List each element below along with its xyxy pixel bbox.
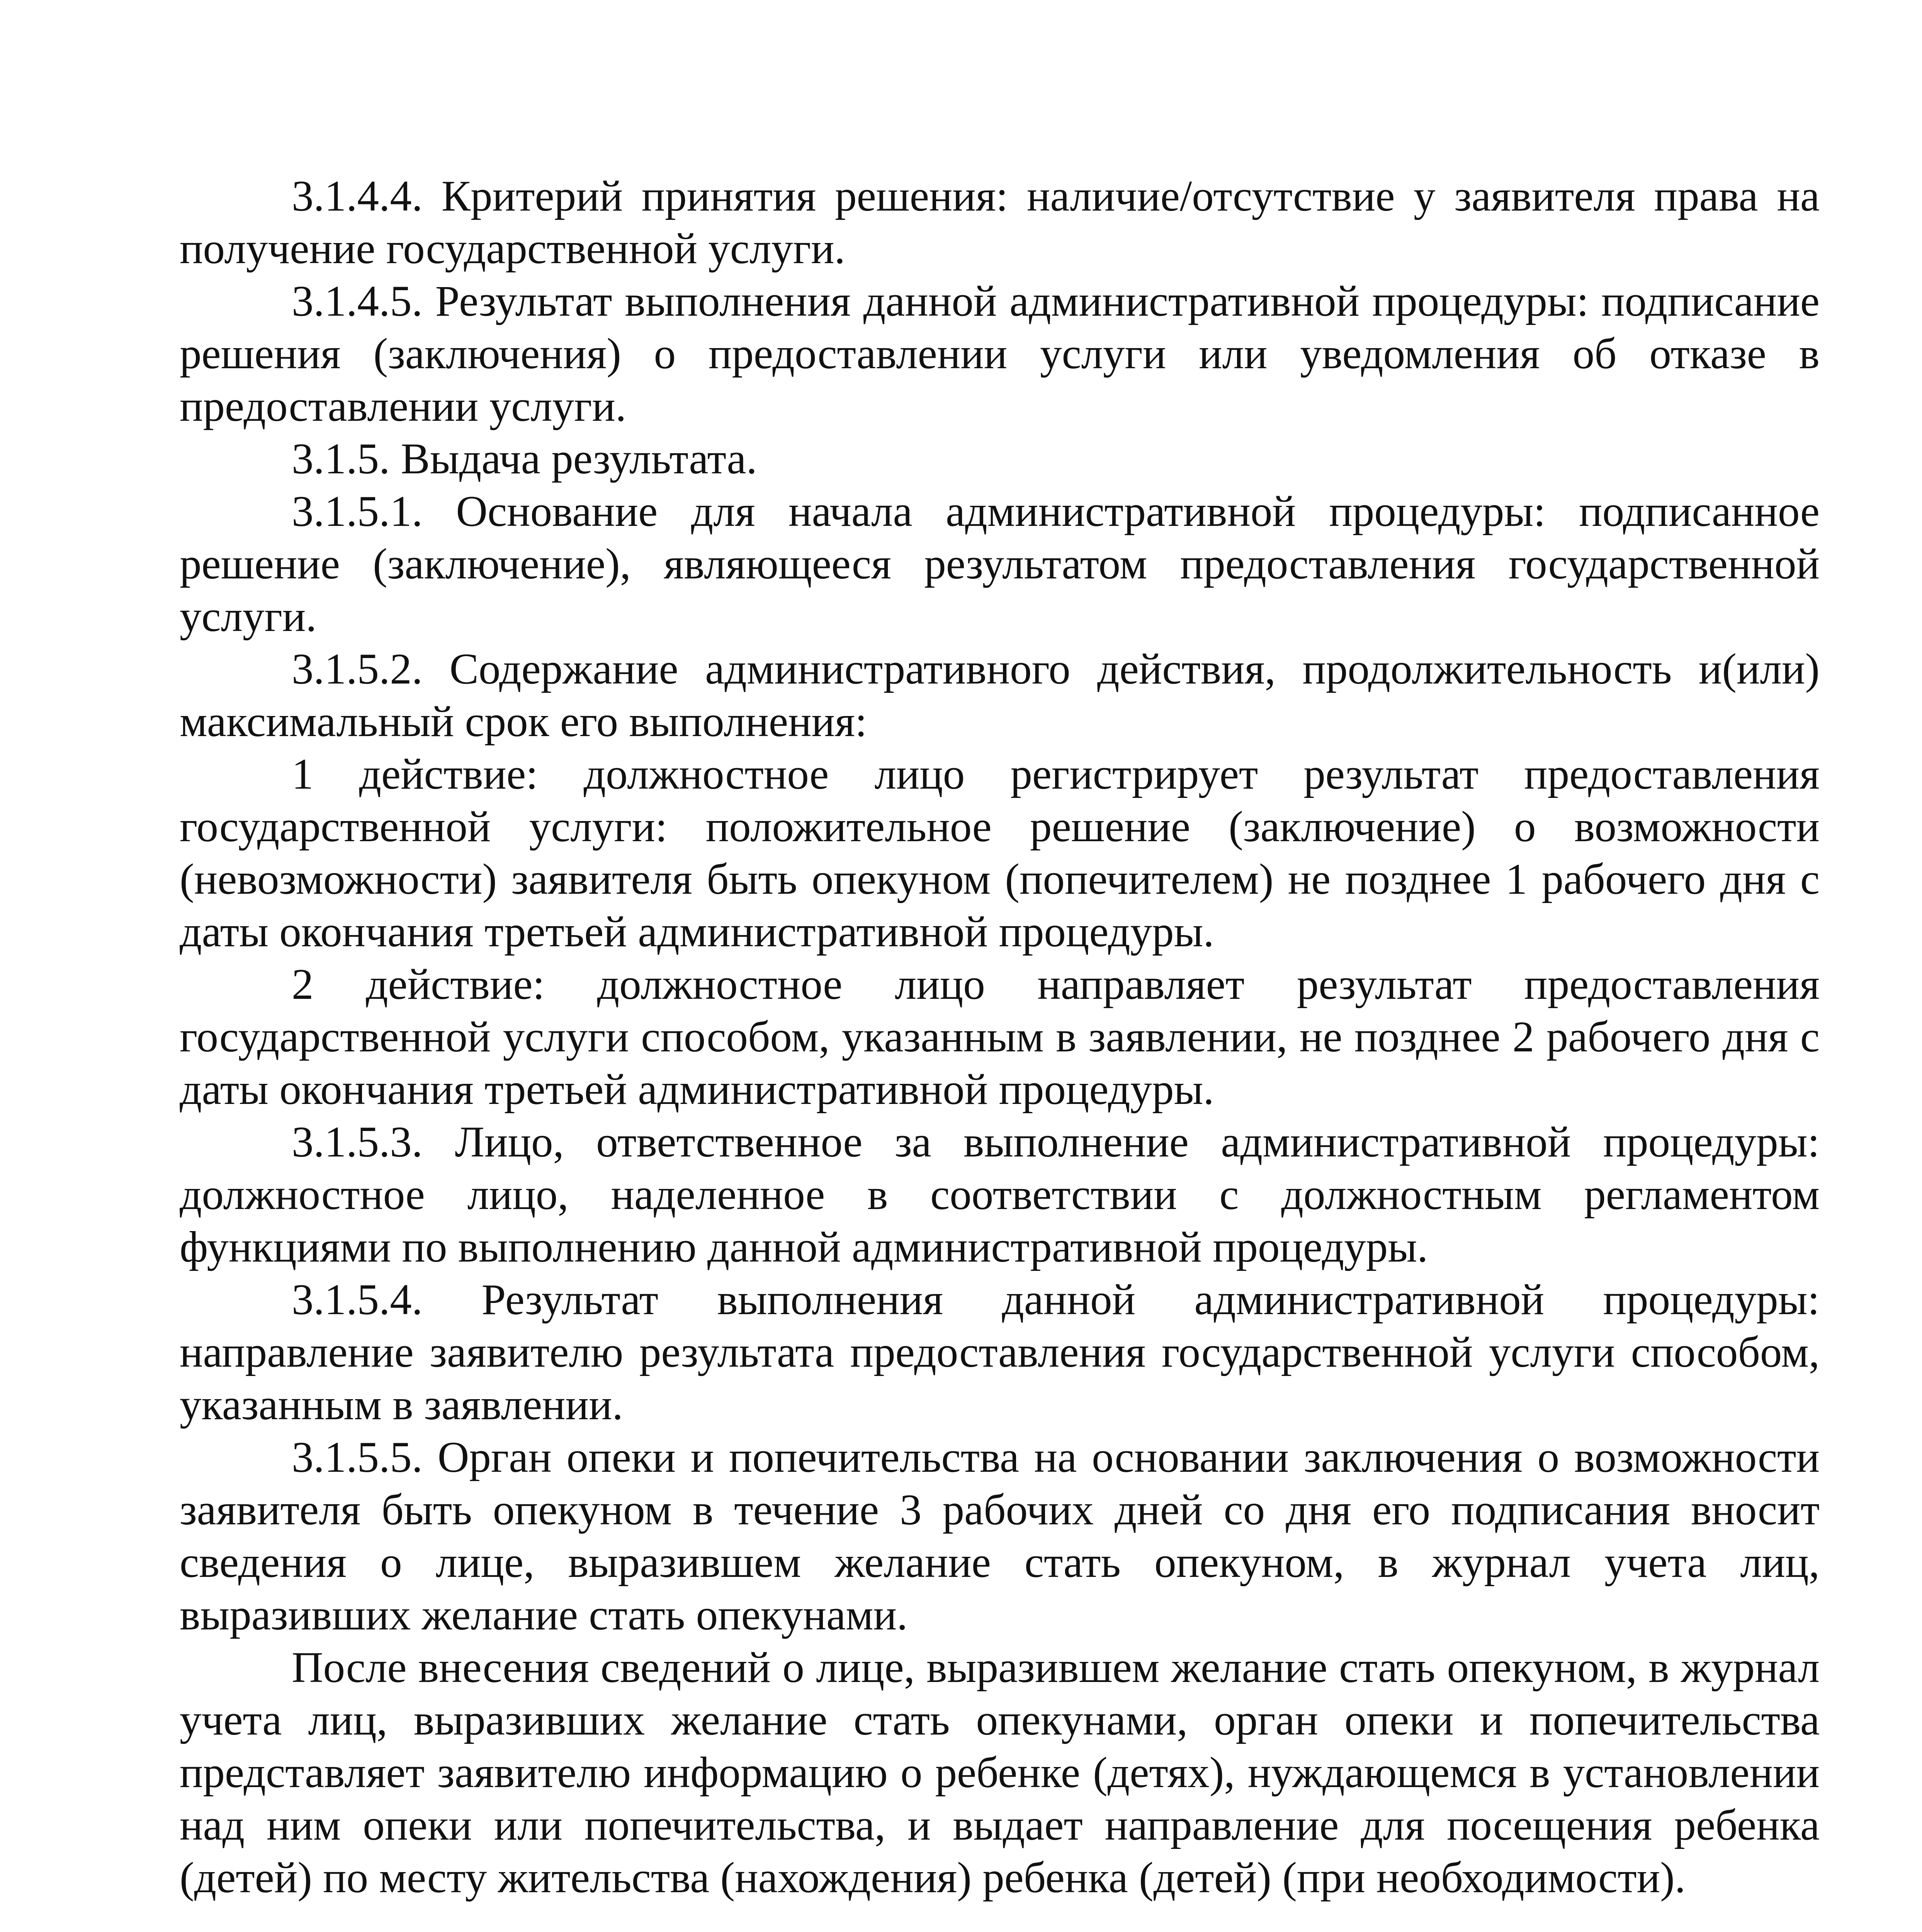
paragraph-3-1-5-1: 3.1.5.1. Основание для начала административной процедуры: подписанное решение (заключение), являющееся результатом предоставления государственной услуги. — [180, 487, 1820, 641]
paragraph-3-1-5: 3.1.5. Выдача результата. — [292, 435, 757, 483]
paragraph-3-1-5-3: 3.1.5.3. Лицо, ответственное за выполнение административной процедуры: должностное лицо, наделенное в соответствии с должностным регламентом функциями по выполнению данной административной процедуры. — [180, 1118, 1820, 1271]
paragraph-3-1-4-5: 3.1.4.5. Результат выполнения данной административной процедуры: подписание решения (заключения) о предоставлении услуги или уведомления об отказе в предоставлении услуги. — [180, 277, 1820, 430]
paragraph-3-1-5-5: 3.1.5.5. Орган опеки и попечительства на основании заключения о возможности заявителя быть опекуном в течение 3 рабочих дней со дня его подписания вносит сведения о лице, выразившем желание стать опекуном, в журнал учета лиц, выразивших желание стать опекунами. — [180, 1433, 1820, 1639]
paragraph-3-1-5-2: 3.1.5.2. Содержание административного действия, продолжительность и(или) максимальный срок его выполнения: — [180, 645, 1820, 746]
document-body — [180, 170, 1820, 1932]
paragraph-after-registration: После внесения сведений о лице, выразившем желание стать опекуном, в журнал учета лиц, выразивших желание стать опекунами, орган опеки и попечительства представляет заявителю информацию о ребенке (детях), нуждающемся в установлении над ним опеки или попечительства, и выдает направление для посещения ребенка (детей) по месту жительства (нахождения) ребенка (детей) (при необходимости). — [180, 1643, 1820, 1902]
paragraph-3-1-5-4: 3.1.5.4. Результат выполнения данной административной процедуры: направление заявителю результата предоставления государственной услуги способом, указанным в заявлении. — [180, 1276, 1820, 1429]
paragraph-action-1: 1 действие: должностное лицо регистрирует результат предоставления государственной услуги: положительное решение (заключение) о возможности (невозможности) заявителя быть опекуном (попечителем) не позднее 1 рабочего дня с даты окончания третьей административной процедуры. — [180, 750, 1820, 956]
paragraph-action-2: 2 действие: должностное лицо направляет результат предоставления государственной услуги способом, указанным в заявлении, не позднее 2 рабочего дня с даты окончания третьей административной процедуры. — [180, 960, 1820, 1114]
paragraph-3-1-4-4: 3.1.4.4. Критерий принятия решения: наличие/отсутствие у заявителя права на получение государственной услуги. — [180, 172, 1820, 273]
